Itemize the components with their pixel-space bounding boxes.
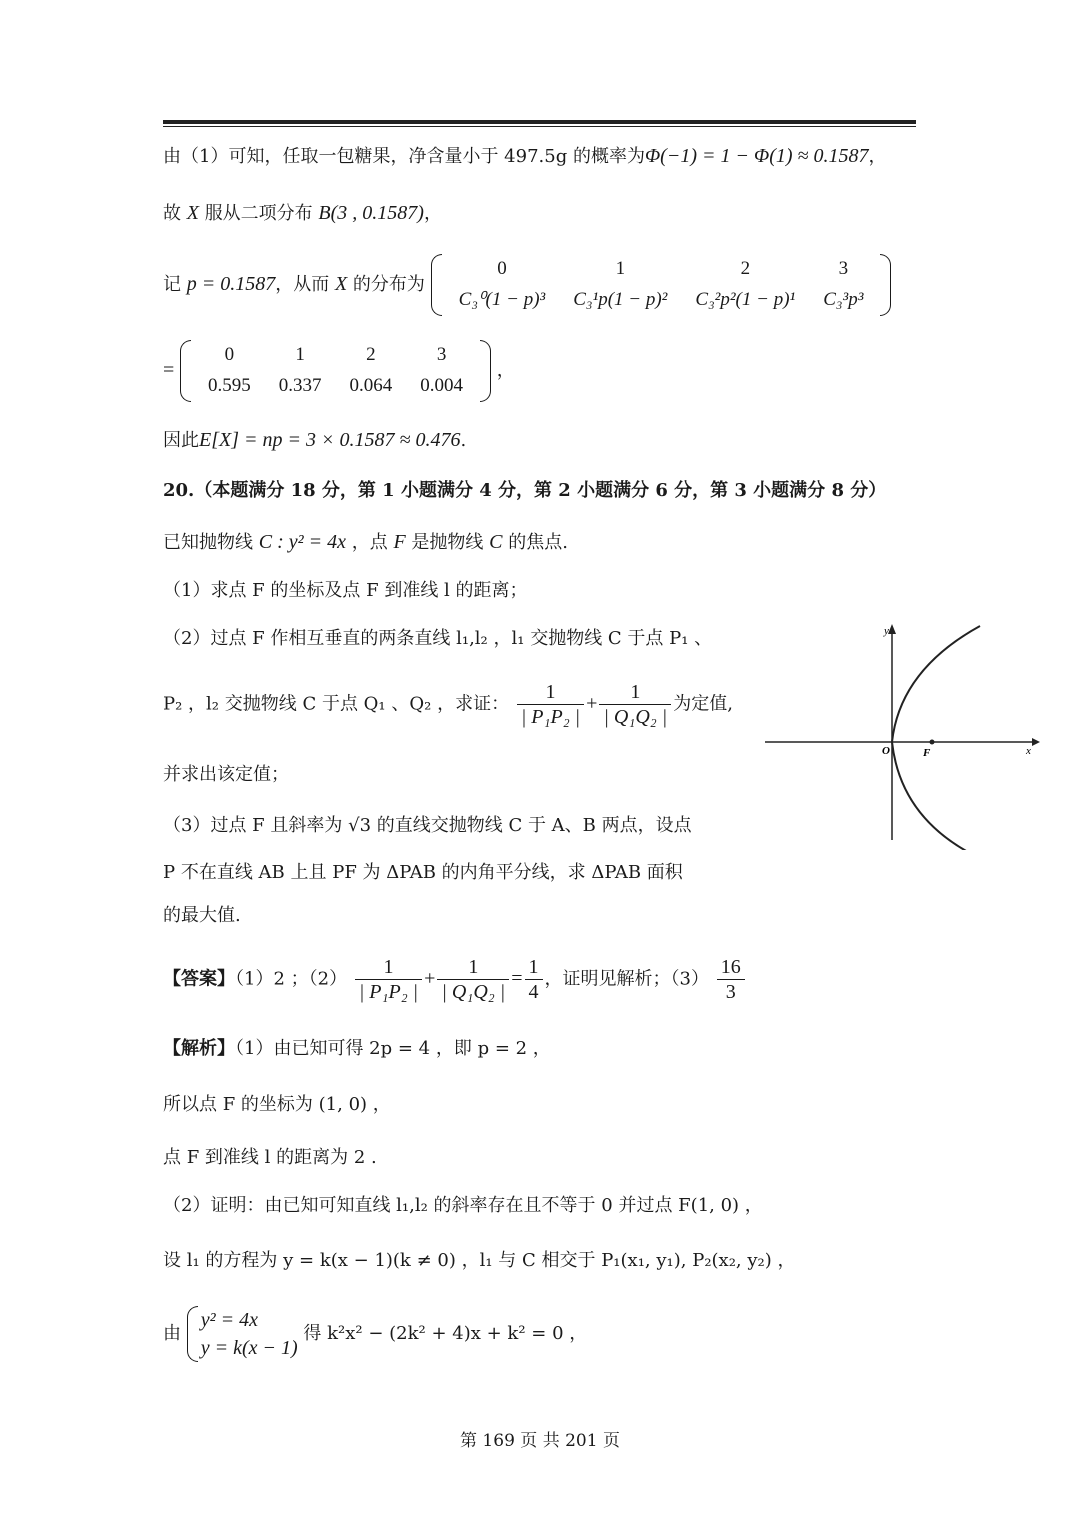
answer-fraction-1: $\frac{1}{\text{| P₁P₂ |}}$ [355,955,422,1004]
question-20-part2-line2: P₂ ，l₂ 交抛物线 C 于点 Q₁ 、Q₂ ，求证： $\frac{1}{\text{| P₁P₂ |}}$ + $\frac{1}{\text{| Q₁Q₂ |}}$ 为定值, [163,681,733,728]
solution-line-5: 设 l₁ 的方程为 y = k(x − 1)(k ≠ 0) ，l₁ 与 C 相交于 P₁(x₁, y₁), P₂(x₂, y₂) ， [163,1250,796,1271]
solution-line-6: 由 y² = 4x y = k(x − 1) 得 k²x² − (2k² + 4)x + k² = 0 ， [163,1306,587,1362]
question-20-part2-line1: （2）过点 F 作相互垂直的两条直线 l₁,l₂ ，l₁ 交抛物线 C 于点 P₁ 、 [163,628,713,649]
fraction-1-over-p1p2: $\frac{1}{\text{| P₁P₂ |}}$ [517,680,584,729]
answer-fraction-2: $\frac{1}{\text{| Q₁Q₂ |}}$ [437,955,509,1004]
question-20-stem: 已知抛物线 C : y² = 4x ，点 F 是抛物线 C 的焦点. [163,531,568,553]
equation-system: y² = 4x y = k(x − 1) [187,1306,298,1362]
text-line-probability: 由（1）可知，任取一包糖果，净含量小于 497.5g 的概率为Φ(−1) = 1 − Φ(1) ≈ 0.1587， [163,145,887,167]
solution-line-3: 点 F 到准线 l 的距离为 2 . [163,1147,377,1168]
question-20-part3-line3: 的最大值. [163,905,241,926]
solution-line-1: 【解析】（1）由已知可得 2p = 4 ，即 p = 2 ， [163,1038,551,1059]
y-axis-label: y [884,625,889,637]
parabola-curve [892,626,980,850]
page-footer: 第 169 页 共 201 页 [460,1431,620,1451]
x-axis-arrow [1032,738,1040,746]
focus-point [930,740,935,745]
text-line-distribution-values: = 0 1 2 3 0.595 0.337 0.064 0.004 ， [163,340,515,402]
question-20-part3-line2: P 不在直线 AB 上且 PF 为 ΔPAB 的内角平分线，求 ΔPAB 面积 [163,862,683,883]
origin-label: O [882,745,890,757]
question-20-part3-line1: （3）过点 F 且斜率为 √3 的直线交抛物线 C 于 A、B 两点，设点 [163,815,692,836]
solution-line-2: 所以点 F 的坐标为 (1, 0) ， [163,1094,391,1115]
distribution-matrix-symbolic: 0 1 2 3 C₃⁰(1 − p)³ C₃¹p(1 − p)² C₃²p²(1 − p)¹ C₃³p³ [431,254,892,316]
question-20-title: 20.（本题满分 18 分，第 1 小题满分 4 分，第 2 小题满分 6 分，第 3 小题满分 8 分） [163,480,887,501]
answer-fraction-4: $\frac{16}{3}$ [717,955,745,1004]
question-20-part1: （1）求点 F 的坐标及点 F 到准线 l 的距离； [163,580,528,601]
text-line-distribution: 记 p = 0.1587，从而 X 的分布为 0 1 2 3 C₃⁰(1 − p)³ C₃¹p(1 − p)² C₃²p²(1 − p)¹ C₃³p³ [163,254,891,316]
question-20-part2-line3: 并求出该定值； [163,764,289,785]
text-line-expectation: 因此E[X] = np = 3 × 0.1587 ≈ 0.476. [163,429,467,451]
fraction-1-over-q1q2: $\frac{1}{\text{| Q₁Q₂ |}}$ [599,680,671,729]
text-line-binomial: 故 X 服从二项分布 B(3 , 0.1587)， [163,202,442,224]
parabola-graph [760,620,1040,850]
answer-fraction-3: $\frac{1}{4}$ [525,955,543,1004]
header-rule-thick [163,120,916,124]
answer-line: 【答案】（1）2 ；（2） $\frac{1}{\text{| P₁P₂ |}}$ + $\frac{1}{\text{| Q₁Q₂ |}}$ = $\frac{1}{4}$ ，证明见解析；（3） $\frac{16}{3}$ [163,955,747,1004]
solution-line-4: （2）证明：由已知可知直线 l₁,l₂ 的斜率存在且不等于 0 并过点 F(1, 0) ， [163,1195,763,1216]
focus-label: F [923,747,931,759]
header-rule-thin [163,126,916,127]
distribution-matrix-numeric: 0 1 2 3 0.595 0.337 0.064 0.004 [180,340,491,402]
x-axis-label: x [1026,745,1031,757]
y-axis-arrow [888,624,896,634]
